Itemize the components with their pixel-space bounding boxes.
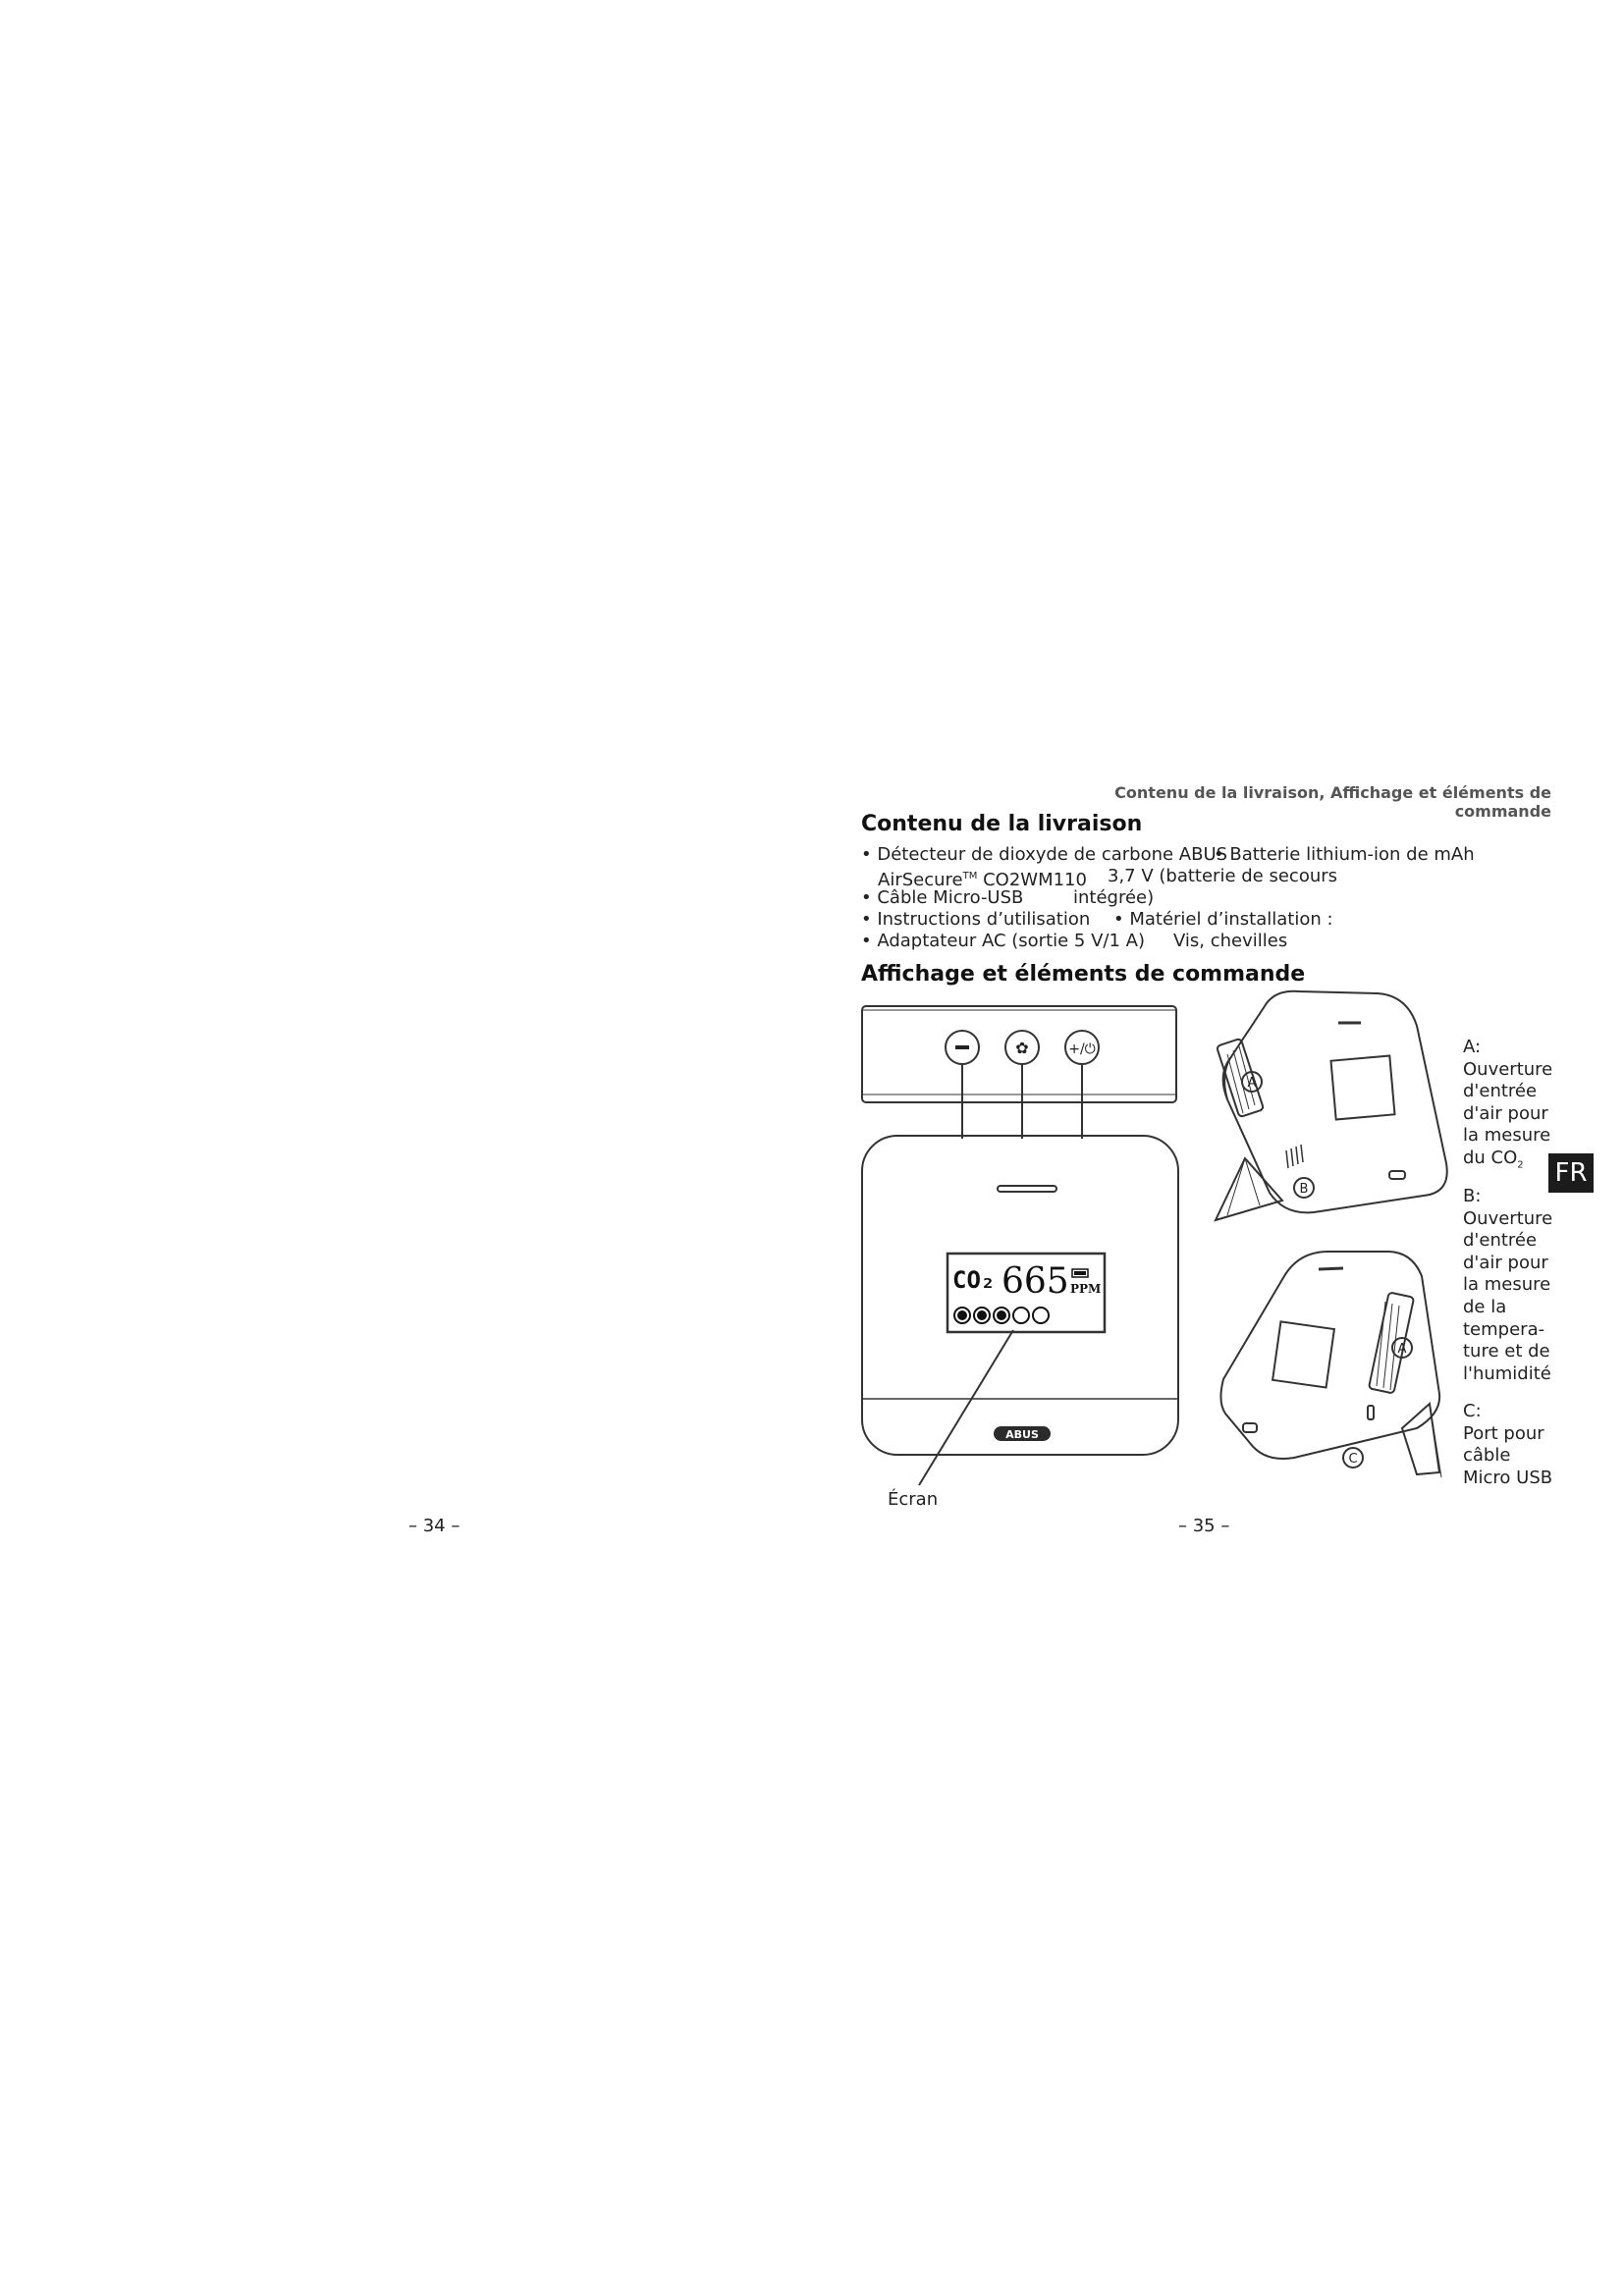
language-tab: FR: [1548, 1153, 1594, 1193]
list-item: • Matériel d’installation :: [1113, 909, 1333, 930]
page-number-right: – 35 –: [1178, 1516, 1230, 1536]
lower-screen: [1272, 1321, 1334, 1387]
list-item: • Batterie lithium-ion de mAh: [1214, 844, 1475, 865]
list-item: • Instructions d’utilisation: [861, 909, 1091, 930]
trademark-mark: TM: [962, 871, 978, 881]
legend-b: B: Ouverture d'entrée d'air pour la mesure de la tempera- ture et de l'humidité: [1463, 1186, 1553, 1384]
model-number: CO2WM110: [977, 870, 1087, 890]
list-item: intégrée): [1073, 887, 1155, 908]
list-item: Vis, chevilles: [1173, 931, 1288, 951]
list-item: • Câble Micro-USB: [861, 887, 1024, 908]
section-title-display: Affichage et éléments de commande: [861, 962, 1306, 987]
lcd-co2-label: CO₂: [952, 1266, 996, 1294]
list-item: • Détecteur de dioxyde de carbone ABUS: [861, 844, 1228, 865]
list-item: 3,7 V (batterie de secours: [1108, 866, 1338, 886]
section-title-contents: Contenu de la livraison: [861, 812, 1143, 836]
callout-c-letter: C: [1348, 1452, 1358, 1467]
svg-text:✿: ✿: [1015, 1039, 1029, 1057]
model-brand: AirSecure: [878, 870, 963, 890]
screen-label: Écran: [888, 1489, 939, 1510]
upper-screen: [1330, 1055, 1394, 1119]
callout-a2-letter: A: [1397, 1342, 1407, 1357]
brand-logo: ABUS: [1005, 1428, 1039, 1441]
running-header: Contenu de la livraison, Affichage et éléments de commande: [1114, 783, 1551, 821]
lcd-unit: PPM: [1070, 1282, 1102, 1296]
list-item: • Adaptateur AC (sortie 5 V/1 A): [861, 931, 1145, 951]
lcd-value: 665: [1001, 1261, 1069, 1302]
legend-c: C: Port pour câble Micro USB: [1463, 1401, 1553, 1488]
svg-text:+/⏻: +/⏻: [1068, 1041, 1096, 1057]
device-front-illustration: [854, 996, 1188, 1509]
callout-b-letter: B: [1299, 1182, 1309, 1197]
callout-a-letter: A: [1247, 1076, 1257, 1091]
device-side-views: [1206, 982, 1461, 1517]
legend-a: A: Ouverture d'entrée d'air pour la mesure du $CO_2$: [1463, 1037, 1553, 1171]
page-number-left: – 34 –: [408, 1516, 460, 1536]
